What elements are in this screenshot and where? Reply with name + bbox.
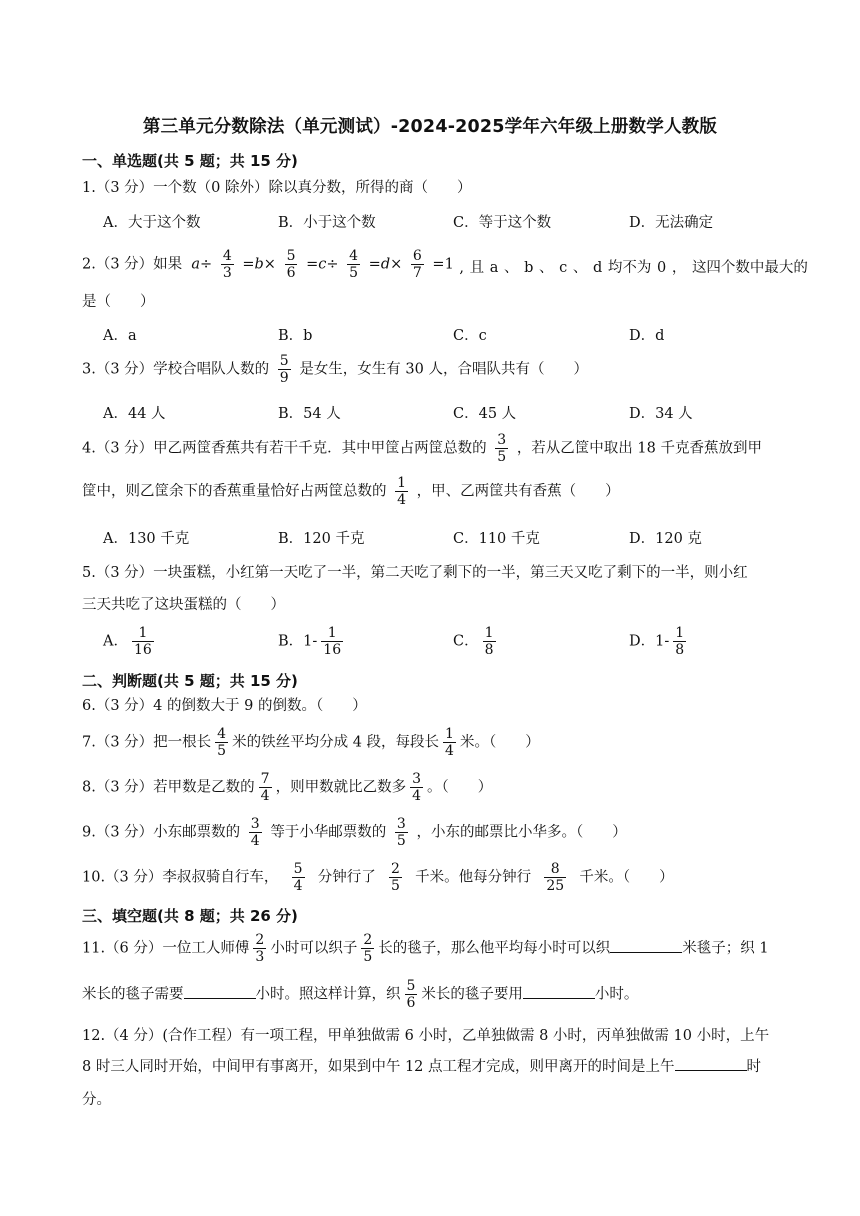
fraction: $\frac{6}{7}$ <box>412 248 422 281</box>
question-12-stem: 12.（4 分）(合作工程）有一项工程，甲单独做需 6 小时，乙单独做需 8 小时，丙单独做需 10 小时，上午 <box>82 1028 770 1044</box>
question-11-stem: 11.（6 分）一位工人师傅 $\frac{2}{3}$ 小时可以织子 $\frac{2}{5}$ 长的毯子，那么他平均每小时可以织 米毯子；织 1 <box>82 932 769 965</box>
question-12-stem-line2: 8 时三人同时开始，中间甲有事离开，如果到中午 12 点工程才完成，则甲离开的时间是上午 时 <box>82 1056 808 1078</box>
fraction: $\frac{2}{3}$ <box>255 932 265 965</box>
fraction: $\frac{5}{6}$ <box>406 978 416 1011</box>
question-5-stem: 5.（3 分）一块蛋糕，小红第一天吃了一半，第二天吃了剩下的一半，第三天又吃了剩下的一半，则小红 <box>82 565 748 581</box>
section-heading-fill-blank: 三、填空题(共 8 题；共 26 分) <box>82 907 298 925</box>
question-1-option-b[interactable]: B．小于这个数 <box>278 215 376 231</box>
fraction: $\frac{5}{6}$ <box>286 248 296 281</box>
fraction: $\frac{7}{4}$ <box>260 771 270 804</box>
question-5-stem-line2: 三天共吃了这块蛋糕的（ ） <box>82 597 285 613</box>
section-heading-single-choice: 一、单选题(共 5 题；共 15 分) <box>82 152 298 170</box>
answer-blank[interactable] <box>184 984 256 999</box>
question-2-math-expression: 2.（3 分）如果 a÷ $\frac{4}{3}$ =b× $\frac{5}{6}$ =c÷ $\frac{4}{5}$ =d× $\frac{6}{7}$ =1 <box>82 248 454 281</box>
page-title: 第三单元分数除法（单元测试）-2024-2025学年六年级上册数学人教版 <box>142 117 718 137</box>
question-12-stem-line3: 分。 <box>82 1092 111 1108</box>
question-8-stem: 8.（3 分）若甲数是乙数的 $\frac{7}{4}$ ，则甲数就比乙数多 $\frac{3}{4}$ 。（ ） <box>82 771 493 804</box>
question-3-option-a[interactable]: A．44 人 <box>103 406 166 422</box>
fraction: $\frac{3}{4}$ <box>250 816 260 849</box>
fraction: $\frac{1}{8}$ <box>675 625 685 658</box>
fraction: $\frac{1}{8}$ <box>484 625 494 658</box>
question-2-option-d[interactable]: D．d <box>629 328 665 344</box>
question-2-option-b[interactable]: B．b <box>278 328 313 344</box>
question-1-options <box>103 212 823 252</box>
fraction: $\frac{3}{5}$ <box>497 432 507 465</box>
question-1-option-c[interactable]: C．等于这个数 <box>453 215 552 231</box>
question-11-stem-line2: 米长的毯子需要 小时。照这样计算，织 $\frac{5}{6}$ 米长的毯子要用 小时。 <box>82 978 639 1011</box>
fraction: $\frac{4}{3}$ <box>222 248 232 281</box>
fraction: $\frac{5}{4}$ <box>293 861 303 894</box>
fraction: $\frac{1}{16}$ <box>133 625 152 658</box>
question-4-stem: 4.（3 分）甲乙两筐香蕉共有若干千克．其中甲筐占两筐总数的 $\frac{3}{5}$ ，若从乙筐中取出 18 千克香蕉放到甲 <box>82 432 762 465</box>
question-9-stem: 9.（3 分）小东邮票数的 $\frac{3}{4}$ 等于小华邮票数的 $\frac{3}{5}$ ，小东的邮票比小华多。（ ） <box>82 816 627 849</box>
question-6-stem: 6.（3 分）4 的倒数大于 9 的倒数。（ ） <box>82 698 367 714</box>
fraction: $\frac{1}{4}$ <box>445 726 454 759</box>
fraction: $\frac{1}{16}$ <box>323 625 342 658</box>
question-3-option-b[interactable]: B．54 人 <box>278 406 341 422</box>
fraction: $\frac{3}{4}$ <box>412 771 422 804</box>
question-5-options <box>103 625 823 665</box>
question-5-option-c[interactable]: C． $\frac{1}{8}$ <box>453 625 494 658</box>
question-4-option-c[interactable]: C．110 千克 <box>453 531 540 547</box>
question-3-stem: 3.（3 分）学校合唱队人数的 $\frac{5}{9}$ 是女生，女生有 30 人，合唱队共有（ ） <box>82 353 588 386</box>
question-2-stem: 2.（3 分）如果 a÷ $\frac{4}{3}$ =b× $\frac{5}{6}$ =c÷ $\frac{4}{5}$ =d× $\frac{6}{7}$ =1 , 且 a 、 b 、 c 、 d 均不为 0 ， 这四个数中最大的 <box>82 248 808 288</box>
fraction: $\frac{2}{5}$ <box>363 932 373 965</box>
fraction: $\frac{4}{5}$ <box>217 726 227 759</box>
question-4-option-b[interactable]: B．120 千克 <box>278 531 365 547</box>
question-5-option-d[interactable]: D．1- $\frac{1}{8}$ <box>629 625 685 658</box>
question-1-option-d[interactable]: D．无法确定 <box>629 215 714 231</box>
question-4-stem-line2: 筐中，则乙筐余下的香蕉重量恰好占两筐总数的 $\frac{1}{4}$ ，甲、乙两筐共有香蕉（ ） <box>82 475 620 508</box>
fraction: $\frac{2}{5}$ <box>390 861 400 894</box>
question-10-stem: 10.（3 分）李叔叔骑自行车， $\frac{5}{4}$ 分钟行了 $\frac{2}{5}$ 千米。他每分钟行 $\frac{8}{25}$ 千米。（ ） <box>82 861 674 894</box>
question-1-option-a[interactable]: A．大于这个数 <box>103 215 201 231</box>
question-5-option-a[interactable]: A． $\frac{1}{16}$ <box>103 625 152 658</box>
fraction: $\frac{4}{5}$ <box>349 248 359 281</box>
answer-blank[interactable] <box>610 938 682 953</box>
question-4-option-a[interactable]: A．130 千克 <box>103 531 190 547</box>
question-2-option-a[interactable]: A．a <box>103 328 137 344</box>
fraction: $\frac{8}{25}$ <box>546 861 565 894</box>
fraction: $\frac{3}{5}$ <box>396 816 406 849</box>
question-2-stem-line2: 是（ ） <box>82 294 155 310</box>
answer-blank[interactable] <box>675 1056 747 1071</box>
question-1-stem: 1.（3 分）一个数（0 除外）除以真分数，所得的商（ ） <box>82 180 472 196</box>
question-3-option-d[interactable]: D．34 人 <box>629 406 693 422</box>
question-4-option-d[interactable]: D．120 克 <box>629 531 702 547</box>
answer-blank[interactable] <box>523 984 595 999</box>
question-3-option-c[interactable]: C．45 人 <box>453 406 517 422</box>
question-7-stem: 7.（3 分）把一根长 $\frac{4}{5}$ 米的铁丝平均分成 4 段，每段长 $\frac{1}{4}$ 米。（ ） <box>82 726 540 759</box>
question-2-option-c[interactable]: C．c <box>453 328 487 344</box>
fraction: $\frac{5}{9}$ <box>279 353 289 386</box>
fraction: $\frac{1}{4}$ <box>397 475 407 508</box>
question-5-option-b[interactable]: B．1- $\frac{1}{16}$ <box>278 625 342 658</box>
section-heading-true-false: 二、判断题(共 5 题；共 15 分) <box>82 672 298 690</box>
